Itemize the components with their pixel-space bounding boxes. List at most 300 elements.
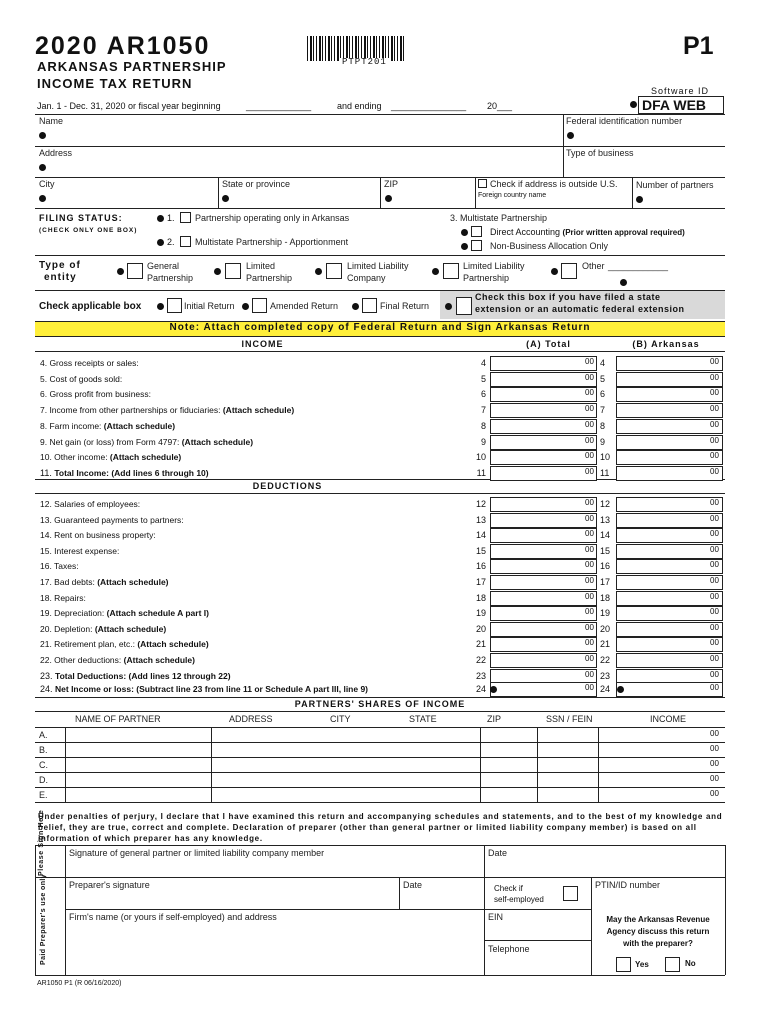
fiscal-begin-input[interactable]: _____________ (246, 101, 312, 111)
income-line-text: 8. Farm income: (40, 420, 104, 431)
cents-label: 00 (585, 591, 594, 601)
deductions-line-13-arkansas-input[interactable] (616, 513, 723, 528)
entity-label-2: entity (44, 272, 77, 283)
cents-label: 00 (710, 513, 719, 523)
line-number: 7 (480, 405, 486, 416)
income-line-5-total-input[interactable] (490, 372, 597, 387)
income-line-note: (Attach schedule) (109, 452, 182, 463)
paid-preparer-label: Paid Preparer's use only (40, 873, 47, 965)
deductions-line-14-total-input[interactable] (490, 528, 597, 543)
deductions-line-24-arkansas-input[interactable] (616, 682, 723, 697)
general-partnership-label: General (147, 261, 180, 271)
deductions-line-label (40, 576, 485, 588)
cents-label: 00 (585, 638, 594, 648)
filing-status-2-checkbox[interactable] (180, 236, 191, 247)
line-number: 15 (475, 545, 486, 556)
declaration-text: Under penalties of perjury, I declare that I have examined this return and accompanying schedules and statements, and to the best of my knowledge and belief, they are true, correct and complete. Declaration of preparer (other than general partner or limited liability company member) is based on all information of which preparer has any knowledge. (38, 812, 723, 843)
line-number: 8 (600, 420, 606, 431)
deductions-line-19-arkansas-input[interactable] (616, 606, 723, 621)
preparer-signature-input[interactable] (68, 892, 395, 907)
preparer-date-input[interactable] (402, 892, 481, 907)
llp-label-2: Partnership (463, 273, 510, 283)
required-dot (617, 686, 624, 693)
cents-label: 00 (710, 419, 719, 429)
partner-row-letter: D. (39, 775, 48, 785)
cents-label: 00 (710, 388, 719, 398)
deductions-line-text: 24. (40, 684, 56, 694)
general-partnership-label-2: Partnership (147, 273, 194, 283)
cents-label: 00 (710, 789, 719, 798)
partner-signature-input[interactable] (68, 860, 480, 875)
limited-partnership-label-2: Partnership (246, 273, 293, 283)
deductions-line-18-total-input[interactable] (490, 591, 597, 606)
num-partners-input[interactable] (647, 190, 719, 207)
income-line-note: Total Income: (Add lines 6 through 10) (54, 467, 209, 478)
deductions-line-label (40, 607, 485, 619)
filing-status-1-checkbox[interactable] (180, 212, 191, 223)
line-number: 7 (600, 405, 606, 416)
cents-label: 00 (710, 729, 719, 738)
line-number: 17 (475, 577, 486, 587)
please-sign-here-label: Please Sign Here (38, 809, 45, 876)
line-number: 13 (600, 514, 611, 525)
line-number: 22 (475, 655, 486, 665)
required-dot (567, 132, 574, 139)
partner-row-input[interactable] (67, 728, 707, 741)
deductions-line-12-total-input[interactable] (490, 497, 597, 512)
cents-label: 00 (710, 498, 719, 507)
deductions-line-17-total-input[interactable] (490, 575, 597, 590)
line-number: 4 (600, 358, 606, 368)
income-line-10-total-input[interactable] (490, 450, 597, 465)
line-number: 21 (600, 639, 611, 650)
firm-name-input[interactable] (68, 925, 480, 972)
income-line-label (40, 451, 485, 463)
line-number: 9 (600, 436, 606, 447)
fiscal-year-input[interactable]: 20___ (487, 101, 513, 111)
state-input[interactable] (233, 189, 373, 207)
deductions-line-text: 22. Other deductions: (40, 655, 124, 665)
cents-label: 00 (710, 683, 719, 692)
line-number: 4 (480, 358, 486, 368)
income-line-text: 4. Gross receipts or sales: (40, 358, 139, 368)
cents-label: 00 (585, 372, 594, 382)
cents-label: 00 (585, 622, 594, 632)
required-dot (39, 195, 46, 202)
required-dot (620, 279, 627, 286)
other-entity-input[interactable]: ____________ (608, 261, 669, 271)
line-number: 12 (475, 499, 486, 509)
deductions-line-label (40, 592, 485, 604)
cents-label: 00 (710, 638, 719, 648)
line-number: 21 (475, 639, 486, 650)
deductions-line-21-arkansas-input[interactable] (616, 637, 723, 652)
deductions-line-22-arkansas-input[interactable] (616, 653, 723, 668)
fiscal-end-input[interactable]: _______________ (391, 101, 467, 111)
deductions-line-16-arkansas-input[interactable] (616, 559, 723, 574)
deductions-line-15-total-input[interactable] (490, 544, 597, 559)
col-a-header: (A) Total (526, 339, 571, 349)
partner-signature-label: Signature of general partner or limited liability company member (69, 848, 325, 858)
cents-label: 00 (710, 759, 719, 768)
llc-label: Limited Liability (347, 261, 409, 271)
discuss-question-3: with the preparer? (623, 939, 693, 948)
llc-label-2: Company (347, 273, 386, 283)
deductions-line-13-total-input[interactable] (490, 513, 597, 528)
partner-row-letter: E. (39, 790, 48, 800)
barcode-text: PTPT201 (342, 57, 387, 67)
fein-label: Federal identification number (566, 116, 683, 126)
preparer-ein-label: EIN (488, 912, 504, 922)
required-dot (242, 303, 249, 310)
other-entity-checkbox[interactable] (561, 263, 577, 279)
line-number: 20 (600, 623, 611, 634)
cents-label: 00 (585, 560, 594, 570)
income-line-11-arkansas-input[interactable] (616, 466, 723, 481)
address-input[interactable] (50, 158, 555, 176)
deductions-line-19-total-input[interactable] (490, 606, 597, 621)
required-dot (385, 195, 392, 202)
deductions-line-text: 15. Interest expense: (40, 545, 120, 556)
filing-status-sub: (CHECK ONLY ONE BOX) (39, 227, 138, 234)
ptin-input[interactable] (595, 892, 721, 907)
line-number: 24 (600, 684, 611, 694)
software-id-label: Software ID (651, 86, 710, 96)
filing-status-label: FILING STATUS: (39, 213, 123, 223)
income-line-label (40, 420, 485, 432)
initial-return-label: Initial Return (184, 301, 235, 311)
required-dot (432, 268, 439, 275)
deductions-line-12-arkansas-input[interactable] (616, 497, 723, 512)
cents-label: 00 (585, 607, 594, 617)
llp-label: Limited Liability (463, 261, 525, 271)
cents-label: 00 (710, 576, 719, 585)
num-partners-label: Number of partners (636, 180, 714, 190)
address-label: Address (39, 148, 73, 158)
deductions-line-note: Total Deductions: (Add lines 12 through 22) (55, 670, 231, 681)
line-number: 19 (475, 608, 486, 619)
cents-label: 00 (710, 669, 719, 679)
deductions-line-14-arkansas-input[interactable] (616, 528, 723, 543)
required-dot (222, 195, 229, 202)
cents-label: 00 (585, 669, 594, 679)
income-line-label (40, 357, 485, 369)
income-line-7-arkansas-input[interactable] (616, 403, 723, 418)
partner-zip-col: ZIP (487, 714, 502, 724)
required-dot (352, 303, 359, 310)
line-number: 5 (600, 373, 606, 384)
cents-label: 00 (710, 774, 719, 783)
discuss-question-2: Agency discuss this return (606, 927, 710, 936)
limited-partnership-checkbox[interactable] (225, 263, 241, 279)
line-number: 23 (600, 670, 611, 681)
llp-checkbox[interactable] (443, 263, 459, 279)
deductions-line-15-arkansas-input[interactable] (616, 544, 723, 559)
discuss-no-checkbox[interactable] (665, 957, 680, 972)
income-line-text: 9. Net gain (or loss) from Form 4797: (40, 436, 182, 447)
tax-period-prefix: Jan. 1 - Dec. 31, 2020 or fiscal year beginning (37, 101, 221, 111)
limited-partnership-label: Limited (246, 261, 276, 271)
deductions-line-label (40, 683, 485, 695)
direct-accounting-text: Direct Accounting (490, 227, 563, 237)
deductions-line-24-total-input[interactable] (490, 682, 597, 697)
deductions-line-text: 14. Rent on business property: (40, 530, 156, 541)
deductions-line-21-total-input[interactable] (490, 637, 597, 652)
cents-label: 00 (710, 372, 719, 382)
llc-checkbox[interactable] (326, 263, 342, 279)
partner-row-input[interactable] (67, 743, 707, 756)
partner-row-letter: C. (39, 760, 48, 770)
deductions-line-note: (Attach schedule) (137, 639, 209, 650)
line-number: 15 (600, 545, 611, 556)
final-return-label: Final Return (380, 301, 430, 311)
deductions-line-20-total-input[interactable] (490, 622, 597, 637)
option-number: 1. (167, 213, 175, 223)
partner-city-col: CITY (330, 714, 351, 724)
cents-label: 00 (585, 388, 594, 398)
cents-label: 00 (585, 529, 594, 539)
filing-status-3-label: 3. Multistate Partnership (450, 213, 548, 223)
cents-label: 00 (710, 744, 719, 753)
line-number: 10 (475, 452, 486, 463)
sign-date-input[interactable] (488, 860, 721, 875)
cents-label: 00 (710, 404, 719, 414)
line-number: 16 (475, 561, 486, 572)
zip-input[interactable] (396, 189, 471, 207)
other-entity-label: Other (582, 261, 605, 271)
initial-return-checkbox[interactable] (167, 298, 182, 313)
required-dot (157, 303, 164, 310)
required-dot (630, 101, 637, 108)
required-dot (636, 196, 643, 203)
income-line-6-arkansas-input[interactable] (616, 387, 723, 402)
self-employed-label-2: self-employed (494, 895, 544, 904)
name-label: Name (39, 116, 64, 126)
cents-label: 00 (710, 607, 719, 617)
partner-col-divider (65, 727, 66, 802)
option-number: 2. (167, 237, 175, 247)
zip-label: ZIP (384, 179, 399, 189)
income-line-label (40, 404, 485, 416)
tax-period-and: and ending (337, 101, 382, 111)
foreign-country-input[interactable] (478, 200, 628, 207)
required-dot (157, 215, 164, 222)
deductions-line-label (40, 560, 485, 572)
partner-row-input[interactable] (67, 773, 707, 786)
outside-us-checkbox[interactable] (478, 179, 487, 188)
income-line-10-arkansas-input[interactable] (616, 450, 723, 465)
non-business-label: Non-Business Allocation Only (490, 241, 609, 251)
required-dot (39, 132, 46, 139)
amended-return-checkbox[interactable] (252, 298, 267, 313)
required-dot (490, 686, 497, 693)
name-input[interactable] (50, 126, 555, 144)
fein-input[interactable] (578, 126, 718, 144)
final-return-checkbox[interactable] (362, 298, 377, 313)
line-number: 6 (480, 389, 486, 400)
preparer-ein-input[interactable] (488, 924, 587, 938)
discuss-no-label: No (685, 959, 696, 968)
income-line-6-total-input[interactable] (490, 387, 597, 402)
required-dot (214, 268, 221, 275)
partner-col-divider (598, 727, 599, 802)
telephone-label: Telephone (488, 944, 530, 954)
discuss-yes-checkbox[interactable] (616, 957, 631, 972)
deductions-header: DEDUCTIONS (252, 481, 323, 491)
business-type-input[interactable] (568, 158, 718, 176)
line-number: 19 (600, 608, 611, 619)
income-line-4-arkansas-input[interactable] (616, 356, 723, 371)
deductions-line-17-arkansas-input[interactable] (616, 575, 723, 590)
income-line-text: 5. Cost of goods sold: (40, 373, 123, 384)
partner-row-letter: B. (39, 745, 48, 755)
deductions-line-22-total-input[interactable] (490, 653, 597, 668)
discuss-question-1: May the Arkansas Revenue (606, 915, 710, 924)
note-text: Note: Attach completed copy of Federal Return and Sign Arkansas Return (169, 322, 591, 333)
business-type-label: Type of business (566, 148, 634, 158)
line-number: 17 (600, 577, 611, 587)
cents-label: 00 (585, 419, 594, 429)
filing-status-2-label: Multistate Partnership - Apportionment (195, 237, 349, 247)
discuss-yes-label: Yes (635, 960, 649, 969)
deductions-line-label (40, 545, 485, 557)
outside-us-label: Check if address is outside U.S. (490, 179, 618, 189)
cents-label: 00 (710, 451, 719, 461)
partner-ssn-col: SSN / FEIN (546, 714, 593, 724)
deductions-line-label (40, 638, 485, 650)
income-line-label (40, 388, 485, 400)
cents-label: 00 (710, 654, 719, 663)
required-dot (461, 243, 468, 250)
partner-income-col: INCOME (650, 714, 686, 724)
cents-label: 00 (585, 654, 594, 663)
self-employed-checkbox[interactable] (563, 886, 578, 901)
line-number: 10 (600, 452, 611, 463)
direct-accounting-label (490, 228, 685, 237)
form-id: 2020 AR1050 (35, 32, 211, 60)
approval-required-note: (Prior written approval required) (562, 228, 685, 237)
required-dot (445, 303, 452, 310)
income-line-note: (Attach schedule) (222, 405, 295, 416)
foreign-country-label: Foreign country name (478, 192, 547, 199)
income-line-11-total-input[interactable] (490, 466, 597, 481)
required-dot (117, 268, 124, 275)
deductions-line-20-arkansas-input[interactable] (616, 622, 723, 637)
line-number: 18 (475, 592, 486, 603)
deductions-line-note: Net Income or loss: (Subtract line 23 from line 11 or Schedule A part III, line 9) (55, 684, 369, 694)
entity-label-1: Type of (39, 260, 81, 271)
line-number: 18 (600, 592, 611, 603)
check-applicable-label: Check applicable box (39, 301, 142, 312)
line-number: 14 (475, 530, 486, 541)
deductions-line-text: 13. Guaranteed payments to partners: (40, 514, 184, 525)
line-number: 22 (600, 655, 611, 665)
income-line-text: 11. (40, 467, 55, 478)
cents-label: 00 (710, 466, 719, 476)
deductions-line-note: (Attach schedule) (97, 577, 169, 587)
partner-state-col: STATE (409, 714, 437, 724)
partner-name-col: NAME OF PARTNER (75, 714, 161, 724)
income-line-4-total-input[interactable] (490, 356, 597, 371)
income-line-8-arkansas-input[interactable] (616, 419, 723, 434)
partners-header: PARTNERS' SHARES OF INCOME (294, 699, 466, 709)
income-line-7-total-input[interactable] (490, 403, 597, 418)
firm-name-label: Firm's name (or yours if self-employed) and address (69, 912, 277, 922)
partner-col-divider (537, 727, 538, 802)
income-line-9-total-input[interactable] (490, 435, 597, 450)
required-dot (39, 164, 46, 171)
line-number: 11 (600, 467, 610, 478)
form-revision: AR1050 P1 (R 06/16/2020) (37, 980, 122, 987)
income-line-8-total-input[interactable] (490, 419, 597, 434)
income-line-label (40, 373, 485, 385)
sign-date-label: Date (488, 848, 508, 858)
city-label: City (39, 179, 55, 189)
deductions-line-text: 17. Bad debts: (40, 577, 98, 587)
city-input[interactable] (50, 189, 210, 207)
non-business-checkbox[interactable] (471, 240, 482, 251)
line-number: 23 (475, 670, 486, 681)
line-number: 13 (475, 514, 486, 525)
form-title-line2: INCOME TAX RETURN (37, 76, 193, 91)
general-partnership-checkbox[interactable] (127, 263, 143, 279)
required-dot (551, 268, 558, 275)
deductions-line-label (40, 514, 485, 526)
deductions-line-16-total-input[interactable] (490, 559, 597, 574)
line-number: 8 (480, 420, 486, 431)
cents-label: 00 (585, 404, 594, 414)
extension-label-1: Check this box if you have filed a state (475, 292, 661, 302)
partner-row-input[interactable] (67, 788, 707, 801)
required-dot (461, 229, 468, 236)
form-title-line1: ARKANSAS PARTNERSHIP (37, 59, 227, 74)
line-number: 5 (480, 373, 486, 384)
page-label: P1 (683, 32, 714, 60)
deductions-line-text: 20. Depletion: (40, 623, 95, 634)
deductions-line-label (40, 529, 485, 541)
deductions-line-18-arkansas-input[interactable] (616, 591, 723, 606)
line-number: 6 (600, 389, 606, 400)
telephone-input[interactable] (488, 956, 587, 972)
line-number: 11 (476, 467, 486, 478)
required-dot (315, 268, 322, 275)
line-number: 20 (475, 623, 486, 634)
deductions-line-note: (Attach schedule A part I) (106, 608, 209, 619)
cents-label: 00 (585, 435, 594, 445)
extension-checkbox[interactable] (456, 297, 472, 315)
deductions-line-label (40, 498, 485, 510)
deductions-line-label (40, 670, 485, 682)
direct-accounting-checkbox[interactable] (471, 226, 482, 237)
income-line-9-arkansas-input[interactable] (616, 435, 723, 450)
partner-row-input[interactable] (67, 758, 707, 771)
cents-label: 00 (585, 498, 594, 507)
income-line-5-arkansas-input[interactable] (616, 372, 723, 387)
partner-address-col: ADDRESS (229, 714, 273, 724)
cents-label: 00 (710, 357, 719, 366)
state-label: State or province (222, 179, 291, 189)
income-line-text: 7. Income from other partnerships or fiduciaries: (40, 405, 223, 416)
income-line-text: 6. Gross profit from business: (40, 389, 152, 400)
deductions-line-text: 21. Retirement plan, etc.: (40, 639, 138, 650)
partner-col-divider (211, 727, 212, 802)
cents-label: 00 (710, 435, 719, 445)
deductions-line-note: (Attach schedule) (123, 655, 195, 665)
self-employed-label: Check if (494, 884, 523, 893)
partner-row-letter: A. (39, 730, 48, 740)
cents-label: 00 (585, 683, 594, 692)
ptin-label: PTIN/ID number (595, 880, 661, 890)
